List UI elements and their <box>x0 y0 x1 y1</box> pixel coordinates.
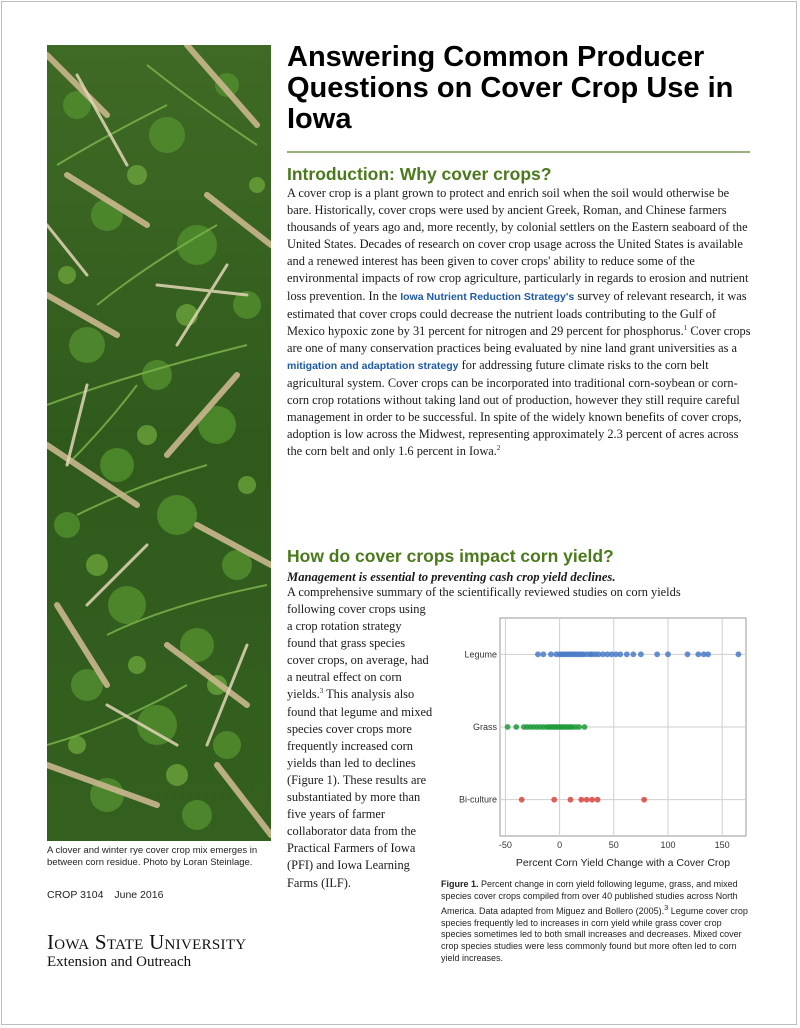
data-point <box>665 651 671 657</box>
data-point <box>568 797 574 803</box>
data-point <box>584 797 590 803</box>
yield-lead: A comprehensive summary of the scientifically reviewed studies on corn yields <box>287 585 681 599</box>
publication-code: CROP 3104 <box>47 889 104 901</box>
intro-text-3: Cover crops are one of many conservation practices being evaluated by nine land grant universities as a <box>287 323 751 355</box>
mitigation-strategy-link[interactable]: mitigation and adaptation strategy <box>287 359 459 372</box>
data-point <box>654 651 660 657</box>
data-point <box>535 651 541 657</box>
data-point <box>551 797 557 803</box>
isu-logo-name: Iowa State University <box>47 930 247 954</box>
yield-text-1: following cover crops using a crop rotation strategy found that grass species cover crops, on average, had a neutral effect on corn yields. <box>287 602 429 702</box>
data-point <box>505 724 511 730</box>
data-point <box>589 797 595 803</box>
x-tick-label: 0 <box>557 840 563 850</box>
publication-info <box>47 889 171 901</box>
x-tick-label: -50 <box>498 840 512 850</box>
figure-ref: 3 <box>664 903 669 913</box>
x-tick-label: 150 <box>714 840 730 850</box>
isu-logo-subtitle: Extension and Outreach <box>47 954 192 970</box>
page-title: Answering Common Producer Questions on Cover Crop Use in Iowa <box>287 41 734 135</box>
yield-subheading: Management is essential to preventing cash crop yield declines. <box>287 570 616 584</box>
y-category-label: Legume <box>464 649 497 660</box>
photo-caption: A clover and winter rye cover crop mix emerges in between corn residue. Photo by Loran Steinlage. <box>47 845 258 868</box>
y-category-label: Grass <box>472 722 497 732</box>
ref-2: 2 <box>496 444 501 453</box>
intro-text-2: survey of relevant research, it was estimated that cover crops could decrease the nutrient loads contributing to the Gulf of Mexico hypoxic zone by 31 percent for nitrogen and 29 percent for phosphorus. <box>287 288 747 338</box>
data-point <box>638 651 644 657</box>
data-point <box>548 651 554 657</box>
data-point <box>641 797 647 803</box>
data-point <box>630 651 636 657</box>
data-point <box>685 651 691 657</box>
intro-paragraph <box>287 185 751 461</box>
intro-text-1: A cover crop is a plant grown to protect and enrich soil when the soil would otherwise be bare. Historically, cover crops were used by ancient Greek, Roman, and Chinese farmers thousands of years ago and, more recently, by colonial settlers on the Eastern seaboard of the United States. Decades of research on cover crop usage across the United States is available and a renewed interest has been given to cover crops' ability to reduce some of the environmental impacts of row crop agriculture, particularly in regards to erosion and nutrient loss prevention. In the <box>287 186 749 303</box>
data-point <box>513 724 519 730</box>
x-tick-label: 100 <box>660 840 676 850</box>
data-point <box>595 797 601 803</box>
yield-heading: How do cover crops impact corn yield? <box>287 546 614 566</box>
data-point <box>540 651 546 657</box>
yield-paragraph <box>287 601 433 892</box>
ref-1: 1 <box>683 323 688 332</box>
chart-svg <box>440 610 756 872</box>
data-point <box>624 651 630 657</box>
figure-label: Figure 1. <box>441 879 479 889</box>
y-category-label: Bi-culture <box>458 794 497 805</box>
figure-caption-text: Percent change in corn yield following legume, grass, and mixed species cover crops compiled from over 40 published studies across North America. Data adapted from Miguez and Bollero (2005). <box>441 879 738 917</box>
publication-date: June 2016 <box>114 889 164 901</box>
figure-caption-text-2: Legume cover crop species frequently led to increases in corn yield while grass cover crop species sometimes led to both small increases and decreases. Mixed cover crop species studies were less commonly found but more often led to corn yield increases. <box>441 906 748 963</box>
ref-3: 3 <box>319 687 324 696</box>
intro-heading: Introduction: Why cover crops? <box>287 164 552 184</box>
title-rule <box>287 151 750 153</box>
data-point <box>736 651 742 657</box>
figure-1-chart <box>440 610 756 872</box>
figure-caption <box>441 879 753 964</box>
data-point <box>695 651 701 657</box>
isu-logo <box>47 931 277 971</box>
cover-crop-photo <box>47 45 271 841</box>
yield-text-2: This analysis also found that legume and mixed species cover crops more frequently increased corn yields than led to declines (Figure 1). These results are substantiated by more than five years of farmer collaborator data from the Practical Farmers of Iowa (PFI) and Iowa Learning Farms (ILF). <box>287 687 433 890</box>
data-point <box>582 724 588 730</box>
data-point <box>576 724 582 730</box>
nutrient-strategy-link[interactable]: Iowa Nutrient Reduction Strategy's <box>400 290 575 303</box>
data-point <box>578 797 584 803</box>
data-point <box>705 651 711 657</box>
x-tick-label: 50 <box>608 840 619 850</box>
intro-text-4: for addressing future climate risks to the corn belt agricultural system. Cover crops can be incorporated into traditional corn-soybean or corn-corn crop rotations without taking land out of production, however they still require careful management in order to be successful. In spite of the widely known benefits of cover crops, adoption is low across the Midwest, representing approximately 2.3 percent of acres across the corn belt and only 1.6 percent in Iowa. <box>287 357 742 459</box>
x-axis-label: Percent Corn Yield Change with a Cover Crop <box>515 857 731 869</box>
data-point <box>519 797 525 803</box>
data-point <box>617 651 623 657</box>
